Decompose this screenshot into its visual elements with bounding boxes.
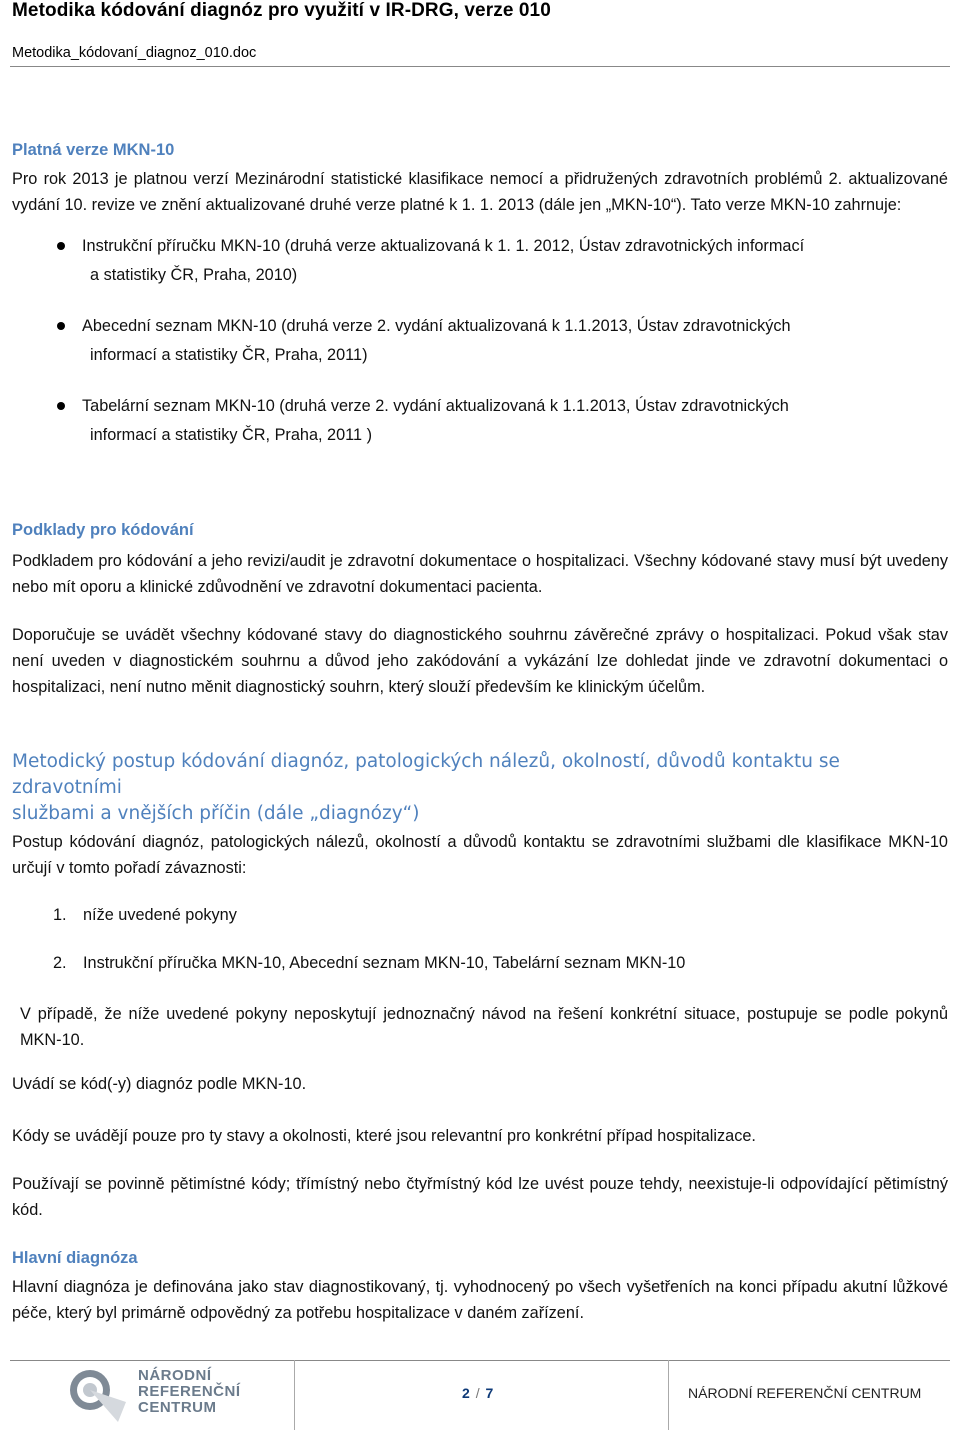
bullet-icon	[57, 242, 65, 250]
paragraph: Podkladem pro kódování a jeho revizi/audit je zdravotní dokumentace o hospitalizaci. Všechny kódované stavy musí být uvedeny nebo mít oporu a klinické zdůvodnění ve zdravotní dokumentaci pacienta.	[12, 552, 948, 596]
list-item	[12, 312, 948, 370]
page-number	[462, 1385, 493, 1401]
page-separator: /	[475, 1385, 480, 1401]
header-divider	[10, 66, 950, 67]
section-hlavni-diagnoza	[12, 1248, 948, 1326]
bullet-list	[12, 232, 948, 450]
nrc-logo	[68, 1364, 248, 1424]
footer-organization: NÁRODNÍ REFERENČNÍ CENTRUM	[688, 1385, 922, 1401]
paragraph: Pro rok 2013 je platnou verzí Mezinárodní statistické klasifikace nemocí a přidružených zdravotních problémů 2. aktualizované vydání 10. revize ve znění aktualizované druhé verze platné k 1. 1. 2013 (dále jen „MKN-10“). Tato verze MKN-10 zahrnuje:	[12, 170, 948, 214]
list-item	[12, 392, 948, 450]
list-item-line: informací a statistiky ČR, Praha, 2011)	[90, 346, 368, 364]
footer-column-divider	[668, 1360, 669, 1430]
paragraph: Používají se povinně pětimístné kódy; třímístný nebo čtyřmístný kód lze uvést pouze tehdy, neexistuje-li odpovídající pětimístný kód.	[12, 1175, 948, 1219]
ordered-list	[12, 903, 948, 975]
page-current: 2	[462, 1385, 470, 1401]
section-metodicky-postup	[12, 749, 948, 1223]
page-total: 7	[485, 1385, 494, 1401]
section-heading: Hlavní diagnóza	[12, 1249, 138, 1267]
list-item	[12, 232, 948, 290]
paragraph: Uvádí se kód(-y) diagnóz podle MKN-10.	[12, 1075, 307, 1093]
nrc-logo-text: NÁRODNÍ REFERENČNÍ CENTRUM	[138, 1367, 241, 1416]
heading-line: službami a vnějších příčin (dále „diagnózy“)	[12, 803, 420, 824]
section-platna-verze	[12, 140, 948, 450]
list-number: 1.	[53, 906, 67, 924]
section-heading: Platná verze MKN-10	[12, 141, 175, 159]
list-item-line: Tabelární seznam MKN-10 (druhá verze 2. vydání aktualizovaná k 1.1.2013, Ústav zdravotnických	[82, 397, 789, 415]
paragraph: Hlavní diagnóza je definována jako stav diagnostikovaný, tj. vyhodnocený po všech vyšetřeních na konci případu akutní lůžkové péče, který byl primárně odpovědný za potřebu hospitalizace v daném zařízení.	[12, 1278, 948, 1322]
list-item-text: Instrukční příručka MKN-10, Abecední seznam MKN-10, Tabelární seznam MKN-10	[83, 954, 686, 972]
list-item-line: informací a statistiky ČR, Praha, 2011 )	[90, 426, 373, 444]
heading-line: Metodický postup kódování diagnóz, patologických nálezů, okolností, důvodů kontaktu se zdravotními	[12, 751, 840, 798]
list-item-line: Abecední seznam MKN-10 (druhá verze 2. vydání aktualizovaná k 1.1.2013, Ústav zdravotnických	[82, 317, 791, 335]
list-item-text: níže uvedené pokyny	[83, 906, 237, 924]
list-item	[12, 951, 948, 975]
footer-column-divider	[294, 1360, 295, 1430]
document-title: Metodika kódování diagnóz pro využití v IR-DRG, verze 010	[12, 0, 551, 21]
section-podklady	[12, 520, 948, 700]
list-item	[12, 903, 948, 927]
footer-divider	[10, 1360, 950, 1361]
paragraph: Doporučuje se uvádět všechny kódované stavy do diagnostického souhrnu závěrečné zprávy o hospitalizaci. Pokud však stav není uveden v diagnostickém souhrnu a důvod jeho zakódování a vykázání lze dohledat jinde ve zdravotní dokumentaci o hospitalizaci, není nutno měnit diagnostický souhrn, který slouží především ke klinickým účelům.	[12, 626, 948, 696]
bullet-icon	[57, 322, 65, 330]
list-item-line: Instrukční příručku MKN-10 (druhá verze aktualizovaná k 1. 1. 2012, Ústav zdravotnických informací	[82, 237, 805, 255]
nrc-logo-icon	[68, 1368, 128, 1424]
section-heading: Podklady pro kódování	[12, 521, 194, 539]
bullet-icon	[57, 402, 65, 410]
list-number: 2.	[53, 954, 67, 972]
paragraph: Kódy se uvádějí pouze pro ty stavy a okolnosti, které jsou relevantní pro konkrétní případ hospitalizace.	[12, 1127, 756, 1145]
paragraph: V případě, že níže uvedené pokyny neposkytují jednoznačný návod na řešení konkrétní situace, postupuje se podle pokynů MKN-10.	[20, 1005, 948, 1049]
paragraph: Postup kódování diagnóz, patologických nálezů, okolností a důvodů kontaktu se zdravotními službami dle klasifikace MKN-10 určují v tomto pořadí závaznosti:	[12, 833, 948, 877]
list-item-line: a statistiky ČR, Praha, 2010)	[90, 266, 298, 284]
document-filename: Metodika_kódovaní_diagnoz_010.doc	[12, 45, 257, 61]
section-heading	[12, 749, 948, 827]
